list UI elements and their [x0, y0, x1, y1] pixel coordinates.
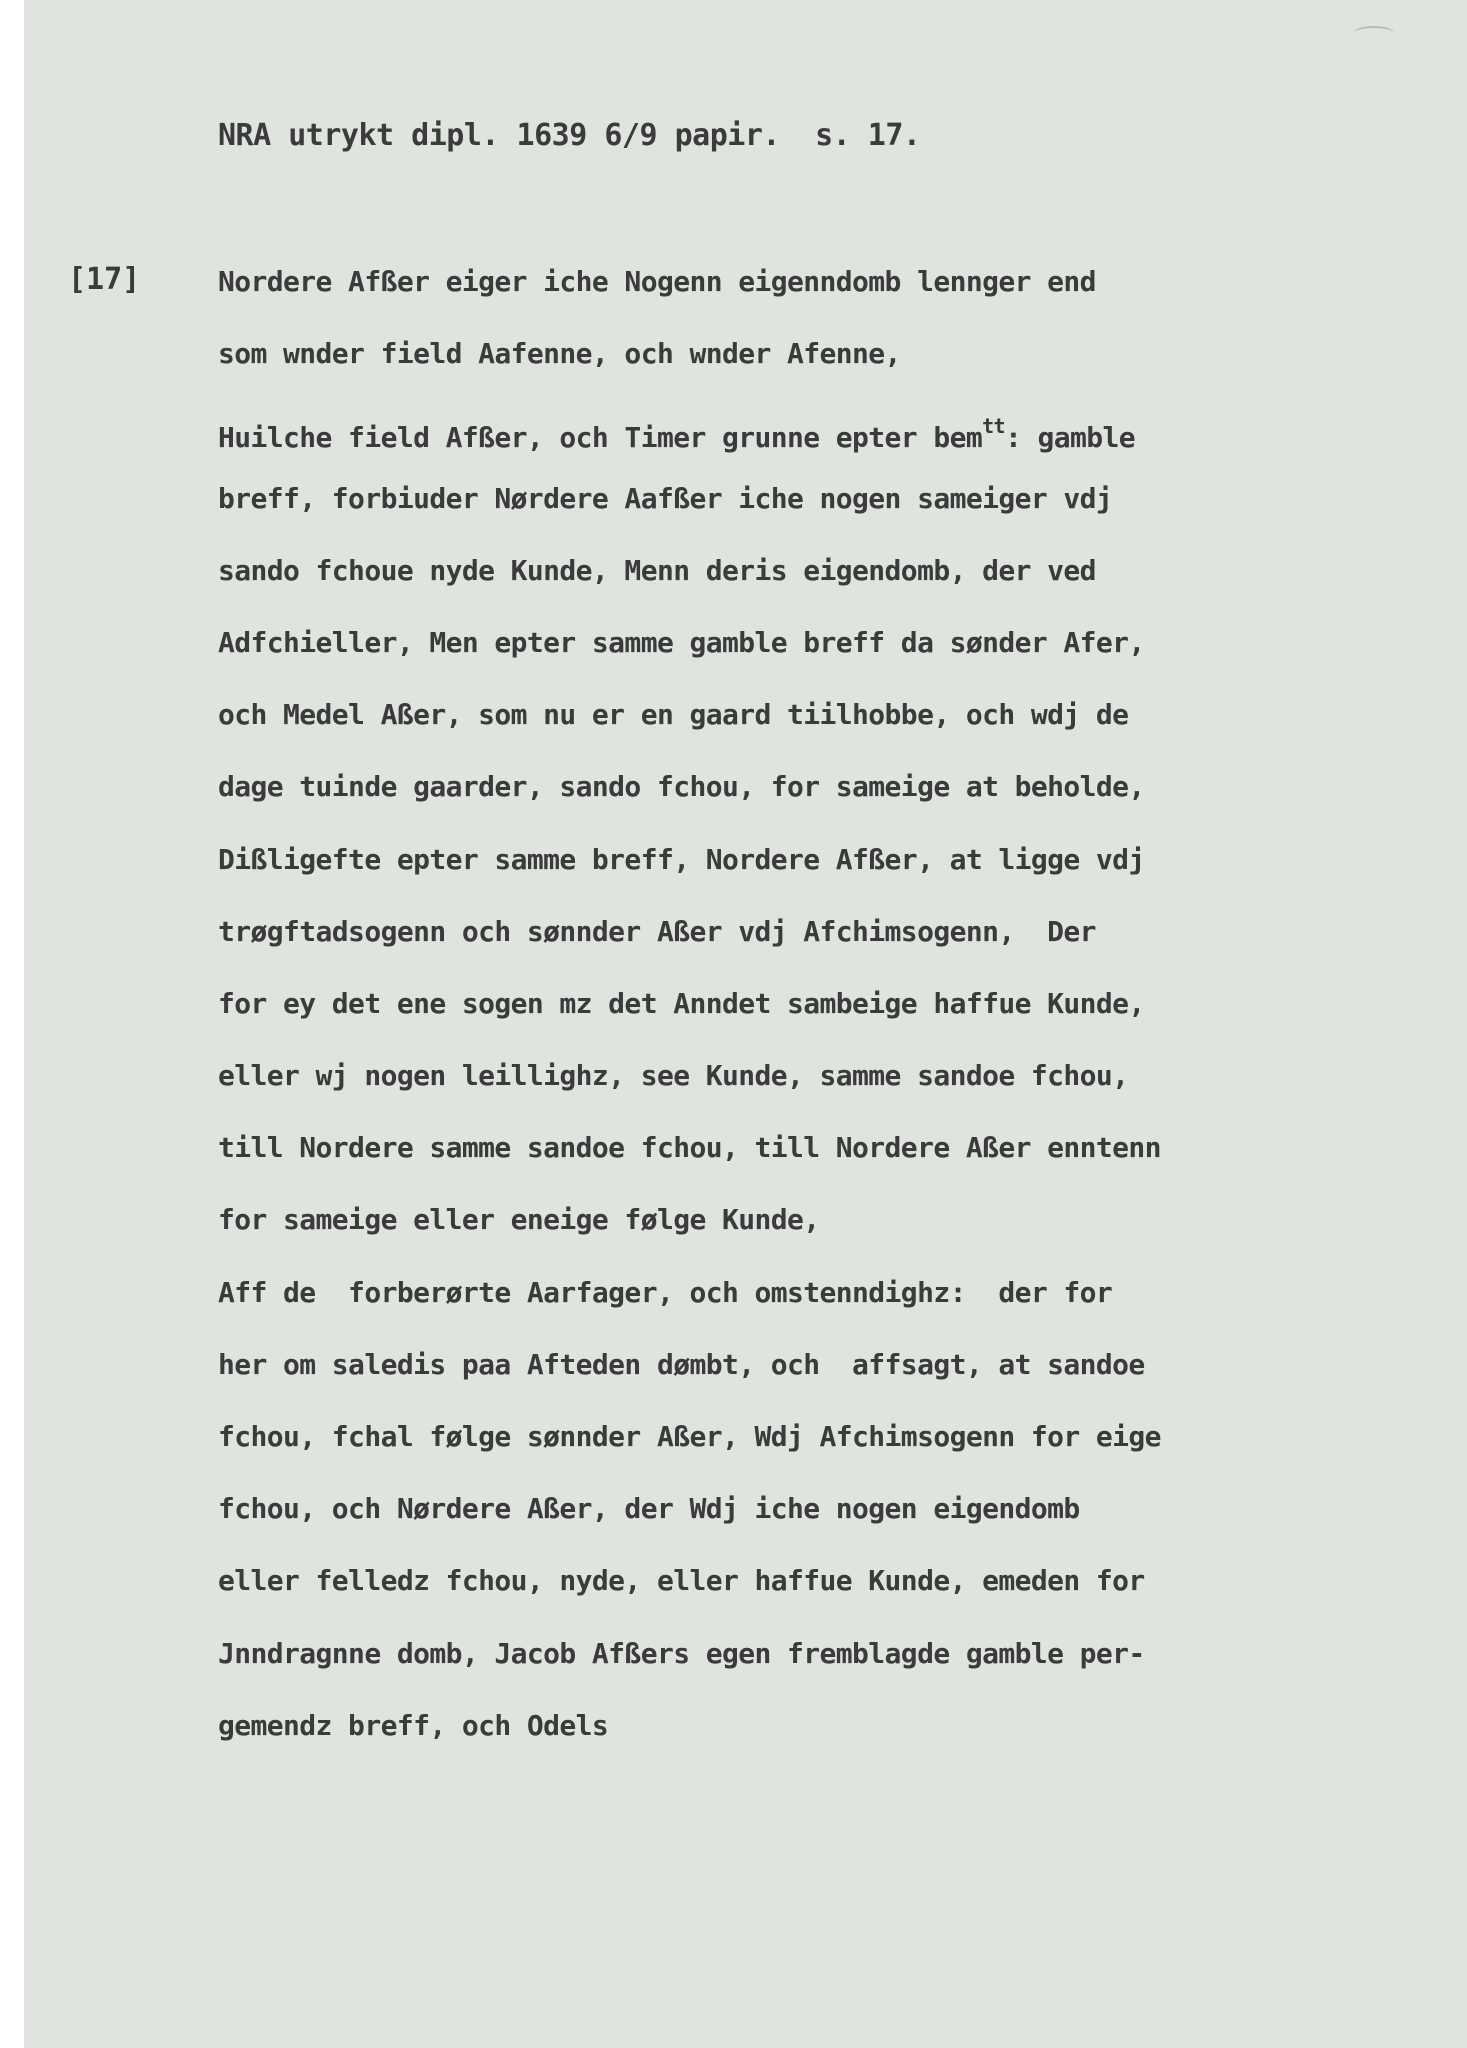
text-line: som wnder field Aafenne, och wnder Afenne, [218, 337, 901, 371]
text-line: fchou, fchal følge sønnder Aßer, Wdj Afchimsogenn for eige [218, 1420, 1161, 1453]
archive-reference-header: NRA utrykt dipl. 1639 6/9 papir. s. 17. [218, 118, 921, 153]
text-line: sando fchoue nyde Kunde, Menn deris eigendomb, der ved [218, 553, 1096, 587]
text-line: eller wj nogen leillighz, see Kunde, samme sandoe fchou, [218, 1059, 1129, 1093]
text-line: breff, forbiuder Nørdere Aafßer iche nogen sameiger vdj [218, 481, 1113, 515]
text-line: Huilche field Afßer, och Timer grunne epter bem$^{tt}$: gamble [218, 414, 1136, 455]
text-line: eller felledz fchou, nyde, eller haffue Kunde, emeden for [218, 1564, 1145, 1598]
text-line: Nordere Afßer eiger iche Nogenn eigenndomb lennger end [218, 265, 1096, 298]
text-line: for sameige eller eneige følge Kunde, [218, 1203, 820, 1237]
superscript-abbreviation: tt [982, 414, 1005, 439]
page-marker: [17] [68, 262, 141, 297]
text-line: for ey det ene sogen mz det Anndet sambeige haffue Kunde, [218, 986, 1145, 1020]
text-line: Aff de forberørte Aarfager, och omstenndighz: der for [218, 1275, 1113, 1309]
text-line: trøgftadsogenn och sønnder Aßer vdj Afchimsogenn, Der [218, 914, 1096, 948]
transcription-body [218, 262, 1161, 1778]
text-line: dage tuinde gaarder, sando fchou, for sameige at beholde, [218, 770, 1145, 804]
document-sheet [24, 0, 1467, 2048]
text-line: Jnndragnne domb, Jacob Afßers egen fremblagde gamble per- [218, 1636, 1145, 1670]
text-line: her om saledis paa Afteden dømbt, och affsagt, at sandoe [218, 1347, 1145, 1381]
text-line: till Nordere samme sandoe fchou, till Nordere Aßer enntenn [218, 1131, 1161, 1165]
text-line: Dißligefte epter samme breff, Nordere Afßer, at ligge vdj [218, 842, 1145, 876]
pencil-mark-icon [1354, 26, 1394, 40]
text-line: och Medel Aßer, som nu er en gaard tiilhobbe, och wdj de [218, 698, 1129, 732]
text-line: gemendz breff, och Odels [218, 1708, 609, 1742]
text-line: Adfchieller, Men epter samme gamble breff da sønder Afer, [218, 625, 1145, 659]
text-line: fchou, och Nørdere Aßer, der Wdj iche nogen eigendomb [218, 1492, 1080, 1526]
